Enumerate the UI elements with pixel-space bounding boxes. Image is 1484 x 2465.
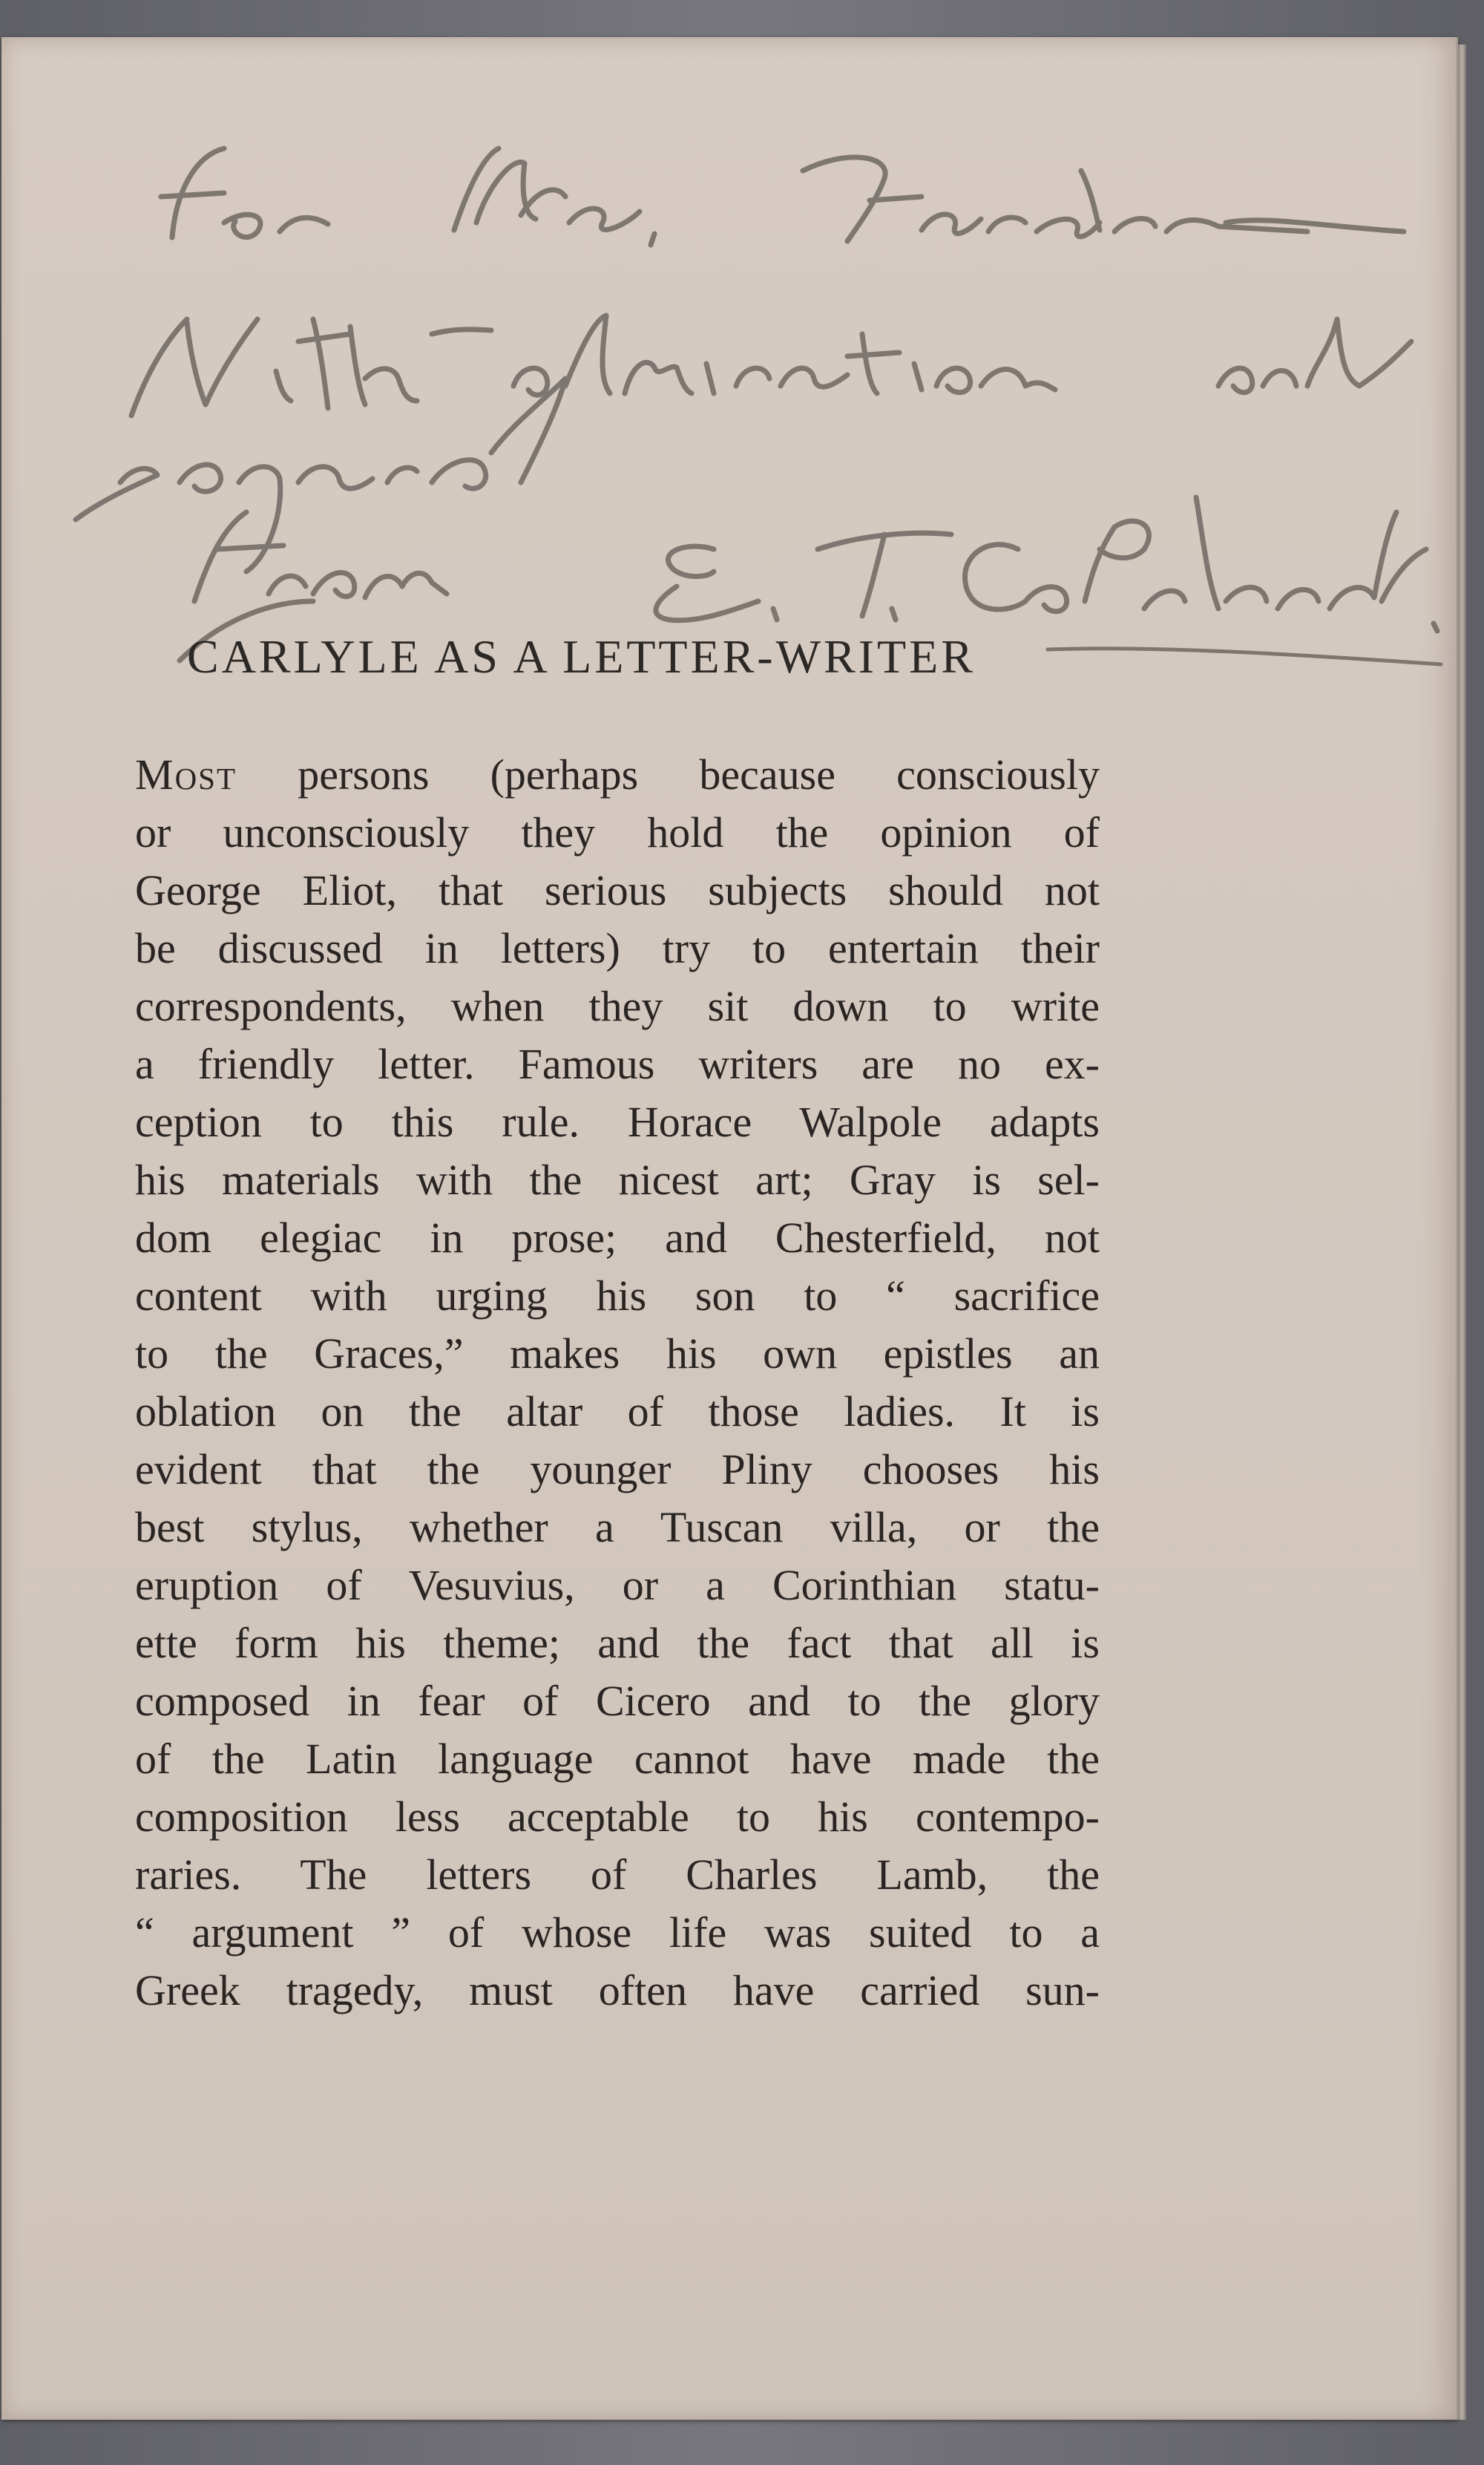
text-line: raries. The letters of Charles Lamb, the — [135, 1850, 1100, 1899]
text-line: composition less acceptable to his contempo- — [135, 1793, 1100, 1841]
text-line: correspondents, when they sit down to write — [135, 982, 1100, 1030]
drop-word: Most — [135, 750, 237, 799]
text-line: to the Graces,” makes his own epistles an — [135, 1329, 1100, 1378]
text-line: of the Latin language cannot have made the — [135, 1735, 1100, 1783]
text-line: composed in fear of Cicero and to the glory — [135, 1677, 1100, 1725]
text-line: best stylus, whether a Tuscan villa, or the — [135, 1503, 1100, 1551]
text-line: “ argument ” of whose life was suited to a — [135, 1908, 1100, 1957]
chapter-heading: CARLYLE AS A LETTER-WRITER — [187, 630, 976, 683]
text-line: Greek tragedy, must often have carried sun- — [135, 1966, 1100, 2014]
text-line: ception to this rule. Horace Walpole adapts — [135, 1098, 1100, 1146]
text-line: content with urging his son to “ sacrifice — [135, 1271, 1100, 1320]
handwritten-inscription — [1, 37, 1456, 705]
body-text — [135, 746, 1100, 2020]
text-line: dom elegiac in prose; and Chesterfield, not — [135, 1214, 1100, 1262]
text-line: eruption of Vesuvius, or a Corinthian statu- — [135, 1561, 1100, 1609]
text-line: George Eliot, that serious subjects should not — [135, 866, 1100, 914]
text-line: his materials with the nicest art; Gray is sel- — [135, 1156, 1100, 1204]
text-line: evident that the younger Pliny chooses his — [135, 1445, 1100, 1493]
book-page — [1, 37, 1458, 2420]
text-line: ette form his theme; and the fact that all is — [135, 1619, 1100, 1667]
text-line: Most persons (perhaps because consciously — [135, 750, 1100, 799]
text-line: or unconsciously they hold the opinion of — [135, 808, 1100, 857]
text-line: a friendly letter. Famous writers are no ex- — [135, 1040, 1100, 1088]
text-line: oblation on the altar of those ladies. It is — [135, 1387, 1100, 1436]
text-line: be discussed in letters) try to entertain their — [135, 924, 1100, 972]
